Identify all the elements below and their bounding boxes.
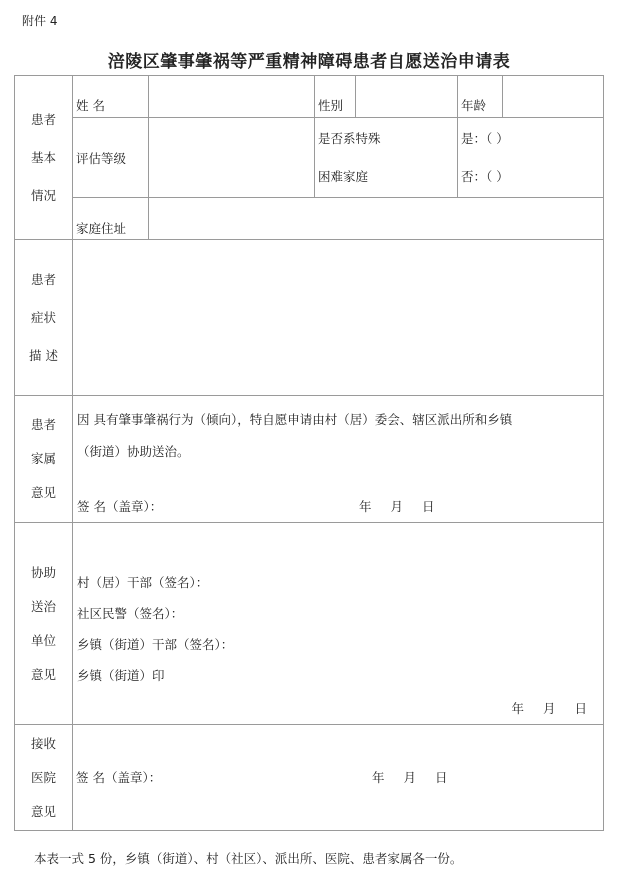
family-opinion-section-header: 患者 家属 意见 (15, 396, 73, 523)
township-seal: 乡镇（街道）印 (77, 668, 165, 683)
gender-label: 性别 (315, 76, 356, 118)
day-label: 日 (435, 769, 448, 785)
assessment-level-label: 评估等级 (73, 118, 149, 198)
month-label: 月 (390, 499, 404, 514)
month-label: 月 (403, 769, 417, 785)
family-statement-line-1: 因 具有肇事肇祸行为（倾向），特自愿申请由村（居）委会、辖区派出所和乡镇 (77, 412, 513, 427)
police-signature: 社区民警（签名）： (77, 606, 184, 621)
form-title: 涪陵区肇事肇祸等严重精神障碍患者自愿送治申请表 (107, 52, 511, 72)
footnote: 本表一式 5 份，乡镇（街道）、村（社区）、派出所、医院、患者家属各一份。 (34, 851, 463, 866)
cooperation-opinion-content[interactable] (73, 523, 604, 725)
no-option[interactable]: 否：（ ） (461, 168, 509, 184)
name-label: 姓 名 (73, 76, 149, 118)
year-label: 年 (511, 701, 524, 716)
gender-field[interactable] (356, 76, 458, 118)
family-opinion-content[interactable] (73, 396, 604, 523)
special-hardship-label: 是否系特殊 困难家庭 (315, 118, 458, 198)
symptoms-section-header: 患者 症状 描 述 (15, 240, 73, 396)
home-address-label: 家庭住址 (73, 198, 149, 240)
hospital-opinion-section-header: 接收 医院 意见 (15, 725, 73, 831)
assessment-level-field[interactable] (149, 118, 315, 198)
family-signature-label: 签 名（盖章）： (77, 499, 163, 514)
month-label: 月 (542, 701, 556, 716)
township-cadre-signature: 乡镇（街道）干部（签名）： (77, 637, 234, 652)
basic-info-section-header: 患者 基本 情况 (15, 76, 73, 240)
age-label: 年龄 (458, 76, 503, 118)
year-label: 年 (372, 769, 385, 785)
application-form-table (14, 75, 604, 831)
attachment-label: 附件 4 (22, 14, 58, 28)
hospital-opinion-content[interactable] (73, 725, 604, 831)
village-cadre-signature: 村（居）干部（签名）： (77, 575, 209, 590)
cooperation-date (77, 699, 587, 719)
family-statement-line-2: （街道）协助送治。 (77, 444, 190, 459)
symptoms-description-field[interactable] (73, 240, 604, 396)
hospital-date (372, 768, 448, 788)
home-address-field[interactable] (149, 198, 604, 240)
special-hardship-options (458, 118, 604, 198)
day-label: 日 (574, 701, 587, 716)
age-field[interactable] (503, 76, 604, 118)
cooperation-section-header: 协助 送治 单位 意见 (15, 523, 73, 725)
family-date (359, 497, 435, 517)
name-field[interactable] (149, 76, 315, 118)
day-label: 日 (422, 499, 435, 514)
yes-option[interactable]: 是：（ ） (461, 130, 509, 146)
hospital-signature-label: 签 名（盖章）： (76, 769, 162, 785)
year-label: 年 (359, 499, 372, 514)
